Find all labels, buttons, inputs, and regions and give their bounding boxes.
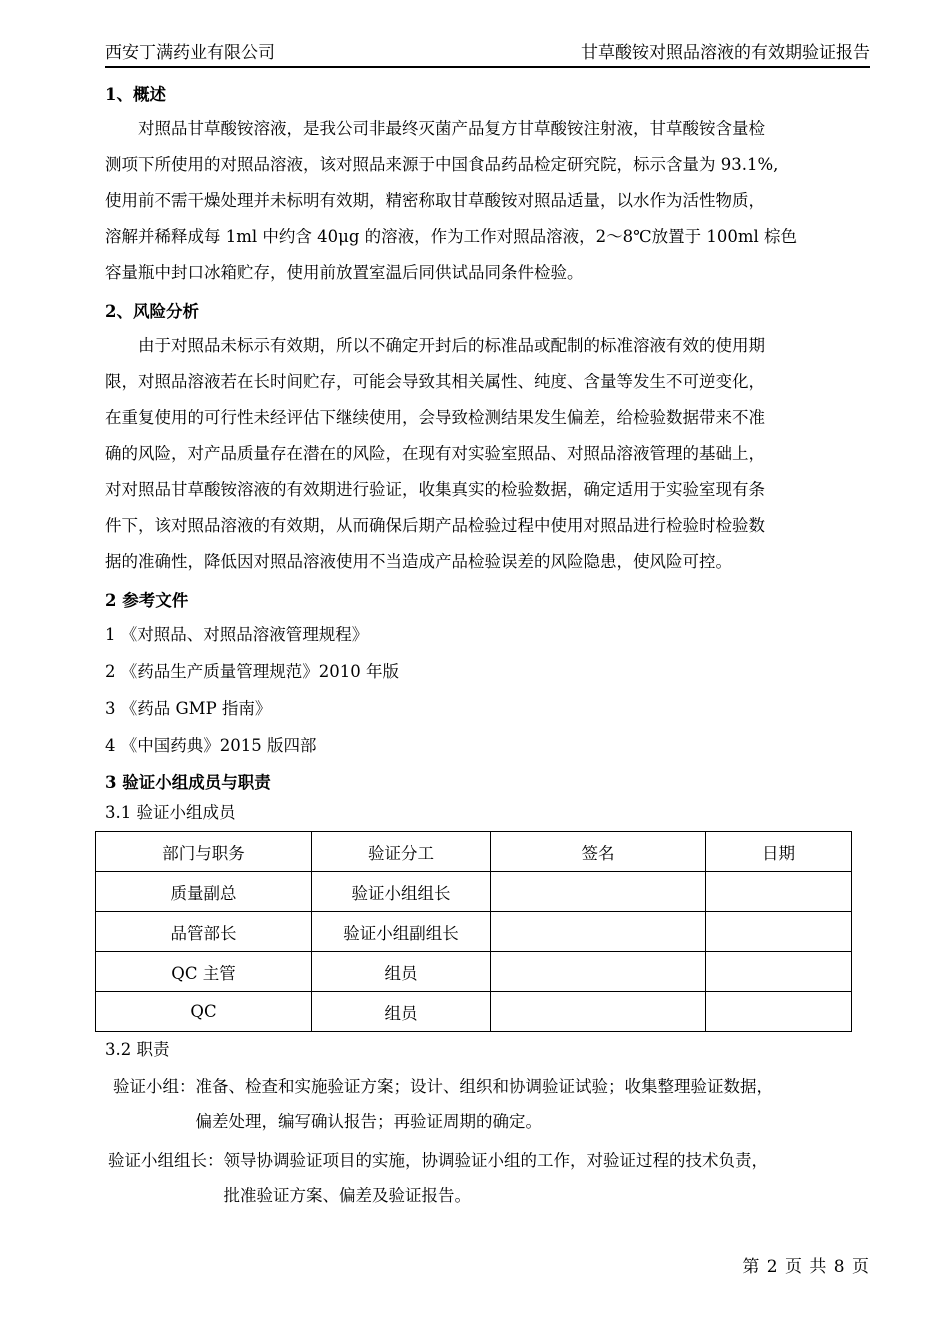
reference-item: 1 《对照品、对照品溶液管理规程》 <box>105 625 369 644</box>
table-cell: 验证小组副组长 <box>312 912 491 952</box>
duty-text <box>196 1069 873 1139</box>
table-header-row <box>96 832 852 872</box>
page-header <box>105 36 870 68</box>
section-risk-body <box>105 328 872 580</box>
paragraph-line: 测项下所使用的对照品溶液，该对照品来源于中国食品药品检定研究院，标示含量为 93.1%, <box>105 155 779 174</box>
duty-line: 批准验证方案、偏差及验证报告。 <box>223 1186 471 1205</box>
table-header-cell: 验证分工 <box>312 832 491 872</box>
table-cell: QC 主管 <box>96 952 312 992</box>
page-content <box>105 78 872 1213</box>
table-cell: 组员 <box>312 992 491 1032</box>
page-number: 第 2 页 共 8 页 <box>742 1257 870 1277</box>
paragraph-line: 由于对照品未标示有效期，所以不确定开封后的标准品或配制的标准溶液有效的使用期 <box>138 336 765 355</box>
reference-item: 4 《中国药典》2015 版四部 <box>105 736 317 755</box>
table-row <box>96 912 852 952</box>
duty-team <box>113 1069 872 1139</box>
paragraph-line: 使用前不需干燥处理并未标明有效期，精密称取甘草酸铵对照品适量，以水作为活性物质， <box>105 191 765 210</box>
table-row <box>96 872 852 912</box>
duty-line: 准备、检查和实施验证方案；设计、组织和协调验证试验；收集整理验证数据， <box>195 1077 773 1096</box>
paragraph-line: 确的风险，对产品质量存在潜在的风险，在现有对实验室照品、对照品溶液管理的基础上， <box>105 444 765 463</box>
team-members-subtitle: 3.1 验证小组成员 <box>105 803 236 822</box>
duty-line: 领导协调验证项目的实施，协调验证小组的工作，对验证过程的技术负责， <box>223 1151 768 1170</box>
table-header-cell: 日期 <box>706 832 852 872</box>
paragraph-line: 在重复使用的可行性未经评估下继续使用，会导致检测结果发生偏差，给检验数据带来不准 <box>105 408 765 427</box>
table-row <box>96 992 852 1032</box>
table-header-cell: 部门与职务 <box>96 832 312 872</box>
section-overview-body <box>105 111 872 291</box>
table-header-cell: 签名 <box>491 832 706 872</box>
section-risk-title: 2、风险分析 <box>105 302 199 321</box>
duty-label: 验证小组： <box>113 1077 196 1096</box>
paragraph-line: 对照品甘草酸铵溶液，是我公司非最终灭菌产品复方甘草酸铵注射液，甘草酸铵含量检 <box>138 119 765 138</box>
paragraph-line: 限，对照品溶液若在长时间贮存，可能会导致其相关属性、纯度、含量等发生不可逆变化， <box>105 372 765 391</box>
team-members-table <box>95 831 852 1032</box>
paragraph-line: 件下，该对照品溶液的有效期，从而确保后期产品检验过程中使用对照品进行检验时检验数 <box>105 516 765 535</box>
reference-item: 3 《药品 GMP 指南》 <box>105 699 272 718</box>
table-cell: 质量副总 <box>96 872 312 912</box>
signature-cell <box>491 912 706 952</box>
table-row <box>96 952 852 992</box>
header-company: 西安丁满药业有限公司 <box>105 43 275 63</box>
signature-cell <box>491 992 706 1032</box>
date-cell <box>706 872 852 912</box>
date-cell <box>706 912 852 952</box>
table-cell: QC <box>96 992 312 1032</box>
paragraph-line: 对对照品甘草酸铵溶液的有效期进行验证，收集真实的检验数据，确定适用于实验室现有条 <box>105 480 765 499</box>
table-cell: 验证小组组长 <box>312 872 491 912</box>
section-overview-title: 1、概述 <box>105 85 166 104</box>
section-team-title: 3 验证小组成员与职责 <box>105 773 271 792</box>
duty-team-leader <box>108 1143 872 1213</box>
date-cell <box>706 952 852 992</box>
duty-line: 偏差处理，编写确认报告；再验证周期的确定。 <box>195 1112 542 1131</box>
date-cell <box>706 992 852 1032</box>
signature-cell <box>491 872 706 912</box>
reference-item: 2 《药品生产质量管理规范》2010 年版 <box>105 662 399 681</box>
duties-subtitle: 3.2 职责 <box>105 1040 170 1059</box>
paragraph-line: 溶解并稀释成每 1ml 中约含 40μg 的溶液，作为工作对照品溶液，2～8℃放置于 100ml 棕色 <box>105 227 798 246</box>
duty-text <box>224 1143 873 1213</box>
duty-label: 验证小组组长： <box>108 1151 224 1170</box>
header-report-title: 甘草酸铵对照品溶液的有效期验证报告 <box>581 43 870 63</box>
table-cell: 组员 <box>312 952 491 992</box>
reference-list <box>105 616 872 764</box>
signature-cell <box>491 952 706 992</box>
paragraph-line: 据的准确性，降低因对照品溶液使用不当造成产品检验误差的风险隐患，使风险可控。 <box>105 552 732 571</box>
table-cell: 品管部长 <box>96 912 312 952</box>
section-references-title: 2 参考文件 <box>105 591 189 610</box>
paragraph-line: 容量瓶中封口冰箱贮存，使用前放置室温后同供试品同条件检验。 <box>105 263 584 282</box>
